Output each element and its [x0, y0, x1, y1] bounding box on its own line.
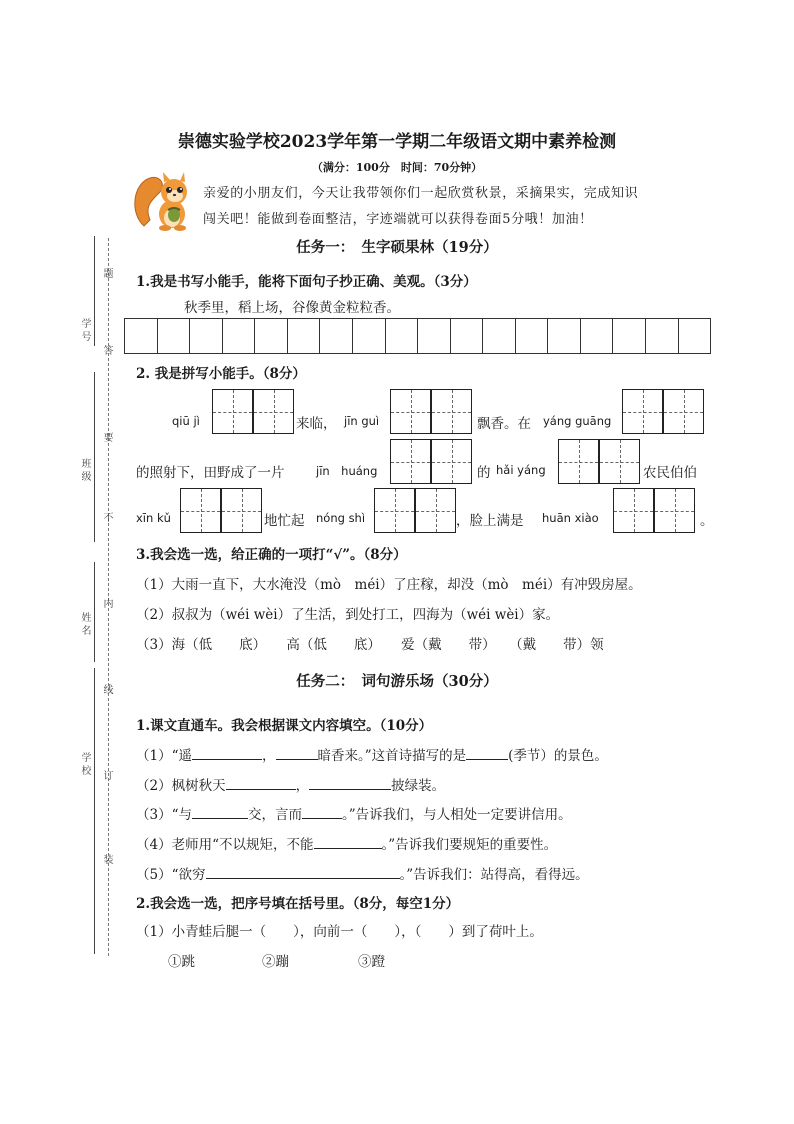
option-2: ②蹦 [262, 954, 289, 970]
copy-cell[interactable] [124, 318, 158, 354]
choice-line-3: （3）海（低 底） 高（低 底） 爱（戴 带） （戴 带）领 [136, 637, 604, 653]
squirrel-mascot-icon [130, 170, 196, 232]
char-box[interactable] [654, 488, 695, 533]
char-box[interactable] [253, 389, 294, 434]
pinyin-4: jīn huáng [316, 464, 378, 478]
copy-cell[interactable] [483, 318, 516, 354]
char-box[interactable] [613, 488, 654, 533]
intro-line-1: 亲爱的小朋友们，今天让我带领你们一起欣赏秋景，采摘果实，完成知识 [203, 186, 639, 201]
char-box[interactable] [221, 488, 262, 533]
copy-cell[interactable] [223, 318, 256, 354]
char-box[interactable] [558, 439, 599, 484]
choice-line-2: （2）叔叔为（wéi wèi）了生活，到处打工，四海为（wéi wèi）家。 [136, 607, 560, 623]
mark-zhuang: 装 [103, 855, 114, 866]
text-4: 的 [477, 465, 491, 481]
text-3: 的照射下，田野成了一片 [136, 465, 285, 481]
exam-subtitle: （满分：100分 时间：70分钟） [311, 161, 483, 174]
pinyin-2: jīn guì [344, 414, 380, 428]
fill-line-5: （5）“欲穷 。”告诉我们：站得高，看得远。 [136, 863, 589, 883]
char-box[interactable] [415, 488, 456, 533]
fill-line-4: （4）老师用“不以规矩，不能 。”告诉我们要规矩的重要性。 [136, 833, 557, 853]
char-box[interactable] [663, 389, 704, 434]
copy-cell[interactable] [255, 318, 288, 354]
text-2: 飘香。在 [477, 416, 531, 432]
copy-cell[interactable] [613, 318, 646, 354]
char-box[interactable] [390, 439, 431, 484]
task1-q3-heading: 3.我会选一选，给正确的一项打“√”。（8分） [136, 547, 407, 563]
fill-blank[interactable] [206, 864, 400, 879]
exam-title: 崇德实验学校2023学年第一学期二年级语文期中素养检测 [177, 132, 617, 152]
mark-da: 答 [103, 346, 114, 357]
task1-heading: 任务一： 生字硕果林（19分） [296, 239, 498, 256]
fill-blank[interactable] [192, 804, 248, 819]
fill-blank[interactable] [309, 775, 391, 790]
mark-ti: 题 [103, 269, 114, 280]
mark-ding: 订 [103, 771, 114, 782]
copy-cell[interactable] [158, 318, 191, 354]
text-7: ，脸上满是 [456, 513, 524, 529]
char-box[interactable] [374, 488, 415, 533]
copy-cell[interactable] [386, 318, 419, 354]
char-box[interactable] [431, 389, 472, 434]
task2-q1-heading: 1.课文直通车。我会根据课文内容填空。（10分） [136, 718, 433, 734]
field-school: 学校 [81, 753, 92, 777]
field-name: 姓名 [81, 613, 92, 637]
fill-blank[interactable] [226, 775, 296, 790]
copy-cell[interactable] [353, 318, 386, 354]
char-box[interactable] [431, 439, 472, 484]
select-line-1: （1）小青蛙后腿一（ ），向前一（ ），（ ）到了荷叶上。 [136, 924, 543, 940]
fill-blank[interactable] [276, 745, 318, 760]
char-box[interactable] [622, 389, 663, 434]
intro-line-2: 闯关吧！能做到卷面整洁，字迹端就可以获得卷面5分哦！加油！ [203, 212, 593, 227]
pinyin-7: nóng shì [316, 511, 366, 525]
pinyin-8: huān xiào [542, 511, 599, 525]
copy-cell[interactable] [190, 318, 223, 354]
mark-nei: 内 [103, 599, 114, 610]
copy-cell[interactable] [516, 318, 549, 354]
copy-cell[interactable] [288, 318, 321, 354]
field-class: 班级 [81, 459, 92, 483]
field-student-id: 学号 [81, 319, 92, 343]
copy-cell[interactable] [646, 318, 679, 354]
name-line [94, 562, 95, 662]
copy-cell[interactable] [418, 318, 451, 354]
char-box[interactable] [390, 389, 431, 434]
option-1: ①跳 [168, 954, 195, 970]
copy-cell[interactable] [679, 318, 712, 354]
char-box[interactable] [599, 439, 640, 484]
fill-blank[interactable] [466, 745, 508, 760]
option-3: ③蹬 [358, 954, 385, 970]
copy-cell[interactable] [451, 318, 484, 354]
pinyin-5: hǎi yáng [496, 463, 546, 477]
fill-blank[interactable] [314, 834, 382, 849]
copy-cell[interactable] [320, 318, 353, 354]
task1-q1-heading: 1.我是书写小能手，能将下面句子抄正确、美观。（3分） [136, 274, 477, 290]
copy-writing-grid[interactable] [124, 318, 711, 354]
pinyin-3: yáng guāng [543, 414, 612, 428]
text-5: 农民伯伯 [643, 465, 697, 481]
text-6: 地忙起 [264, 513, 305, 529]
text-8: 。 [700, 513, 714, 529]
text-1: 来临， [296, 416, 337, 432]
fill-line-2: （2）枫树秋天 ， 披绿装。 [136, 774, 445, 794]
choice-line-1: （1）大雨一直下，大水淹没（mò méi）了庄稼，却没（mò méi）有冲毁房屋。 [136, 577, 642, 593]
fill-line-1: （1）“遥 ， 暗香来。”这首诗描写的是 (季节）的景色。 [136, 744, 608, 764]
copy-cell[interactable] [548, 318, 581, 354]
fill-blank[interactable] [302, 804, 342, 819]
task2-heading: 任务二： 词句游乐场（30分） [296, 673, 498, 690]
copy-cell[interactable] [581, 318, 614, 354]
class-line [94, 372, 95, 542]
char-box[interactable] [212, 389, 253, 434]
mark-xian: 线 [103, 685, 114, 696]
copy-sentence: 秋季里，稻上场，谷像黄金粒粒香。 [184, 300, 400, 316]
task2-q2-heading: 2.我会选一选，把序号填在括号里。（8分，每空1分） [136, 896, 460, 912]
pinyin-1: qiū jì [172, 414, 200, 428]
mark-bu: 不 [103, 513, 114, 524]
mark-yao: 要 [103, 433, 114, 444]
task1-q2-heading: 2. 我是拼写小能手。（8分） [136, 366, 306, 382]
fill-line-3: （3）“与 交，言而 。”告诉我们，与人相处一定要讲信用。 [136, 803, 572, 823]
pinyin-6: xīn kǔ [136, 511, 171, 525]
char-box[interactable] [180, 488, 221, 533]
fill-blank[interactable] [192, 745, 262, 760]
school-line [94, 668, 95, 954]
